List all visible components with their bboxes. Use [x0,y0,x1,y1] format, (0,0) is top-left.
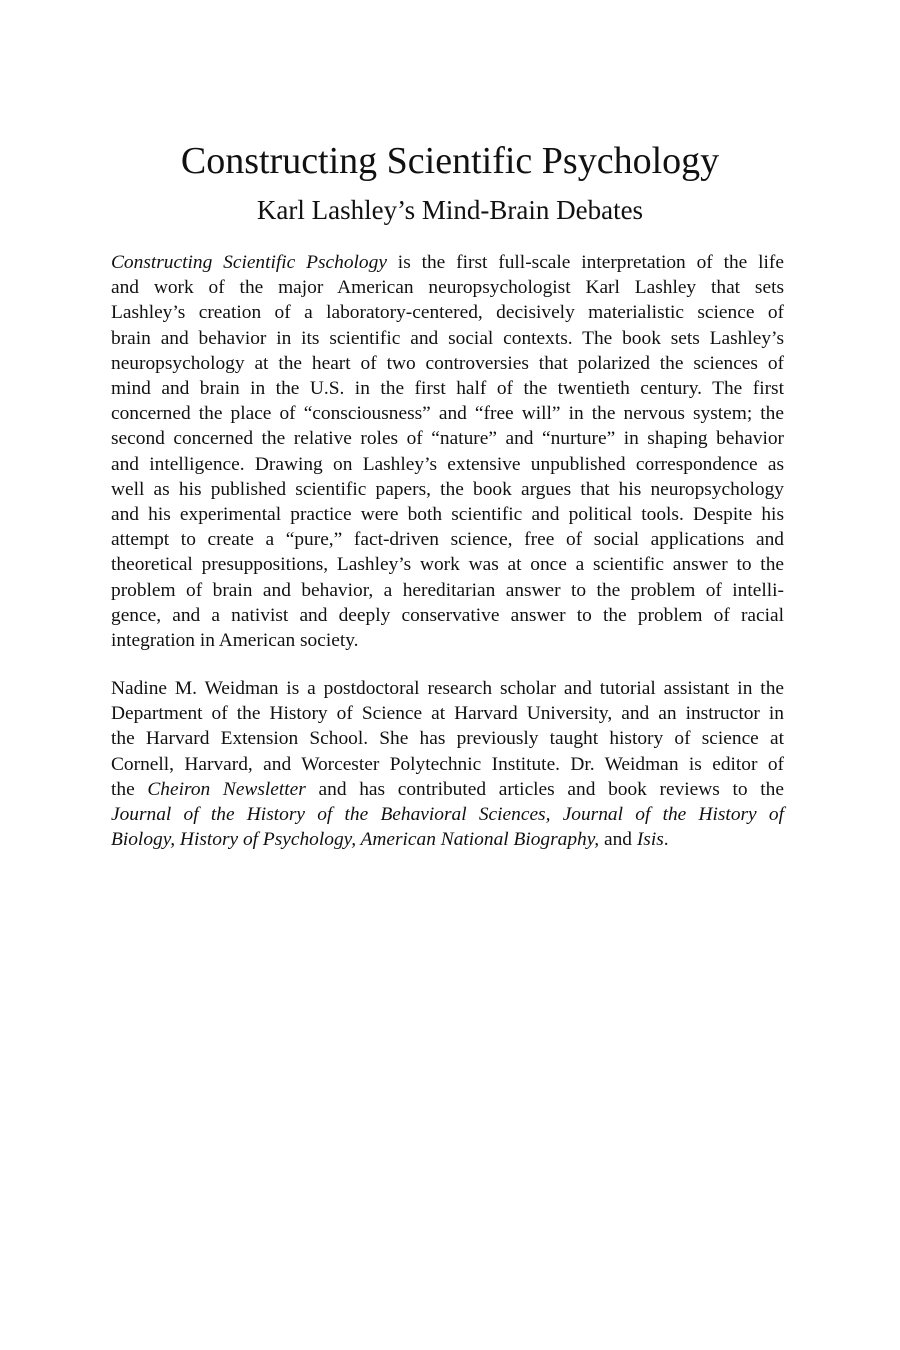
line: Nadine M. Weidman is a postdoctoral research scholar and tutorial assistant in the [111,678,784,699]
line: Lashley’s creation of a laboratory-centered, decisively materialistic science of [111,302,784,324]
line: and intelligence. Drawing on Lashley’s extensive unpublished correspondence as [111,453,784,475]
line: and his experimental practice were both scientific and political tools. Despite his [111,504,784,526]
line: Constructing Scientific Pschology is the first full-scale interpretation of the life [111,252,784,273]
book-title: Constructing Scientific Psychology [180,140,720,182]
line: integration in American society. [111,630,359,652]
line: problem of brain and behavior, a hereditarian answer to the problem of intelli- [111,579,784,601]
book-subtitle: Karl Lashley’s Mind-Brain Debates [256,195,644,225]
line: gence, and a nativist and deeply conservative answer to the problem of racial [111,604,784,626]
line: concerned the place of “consciousness” and “free will” in the nervous system; the [111,403,784,425]
line: Department of the History of Science at Harvard University, and an instructor in [111,703,784,725]
line: the Cheiron Newsletter and has contributed articles and book reviews to the [111,778,784,800]
journal-list-cont: Biology, History of Psychology, American National Biography, [111,829,600,851]
book-title-italic: Constructing Scientific Pschology [111,252,387,273]
isis-title: Isis [636,829,664,851]
line: attempt to create a “pure,” fact-driven science, free of social applications and [111,529,784,551]
line: second concerned the relative roles of “nature” and “nurture” in shaping behavior [111,428,784,450]
journal-list: Journal of the History of the Behavioral Sciences, Journal of the History of [111,804,784,826]
line: neuropsychology at the heart of two controversies that polarized the sciences of [111,352,784,374]
line: the Harvard Extension School. She has previously taught history of science at [111,728,784,750]
line: mind and brain in the U.S. in the first half of the twentieth century. The first [111,378,784,400]
line: Cornell, Harvard, and Worcester Polytechnic Institute. Dr. Weidman is editor of [111,753,784,775]
line: and work of the major American neuropsychologist Karl Lashley that sets [111,277,784,299]
line: theoretical presuppositions, Lashley’s work was at once a scientific answer to the [111,554,784,576]
newsletter-title: Cheiron Newsletter [147,778,306,800]
line: well as his published scientific papers, the book argues that his neuropsychology [111,478,784,500]
author-bio [111,676,784,852]
line: brain and behavior in its scientific and social contexts. The book sets Lashley’s [111,327,784,349]
line [111,802,784,827]
book-description [111,250,784,653]
line: Biology, History of Psychology, American National Biography, and Isis. [111,829,669,851]
